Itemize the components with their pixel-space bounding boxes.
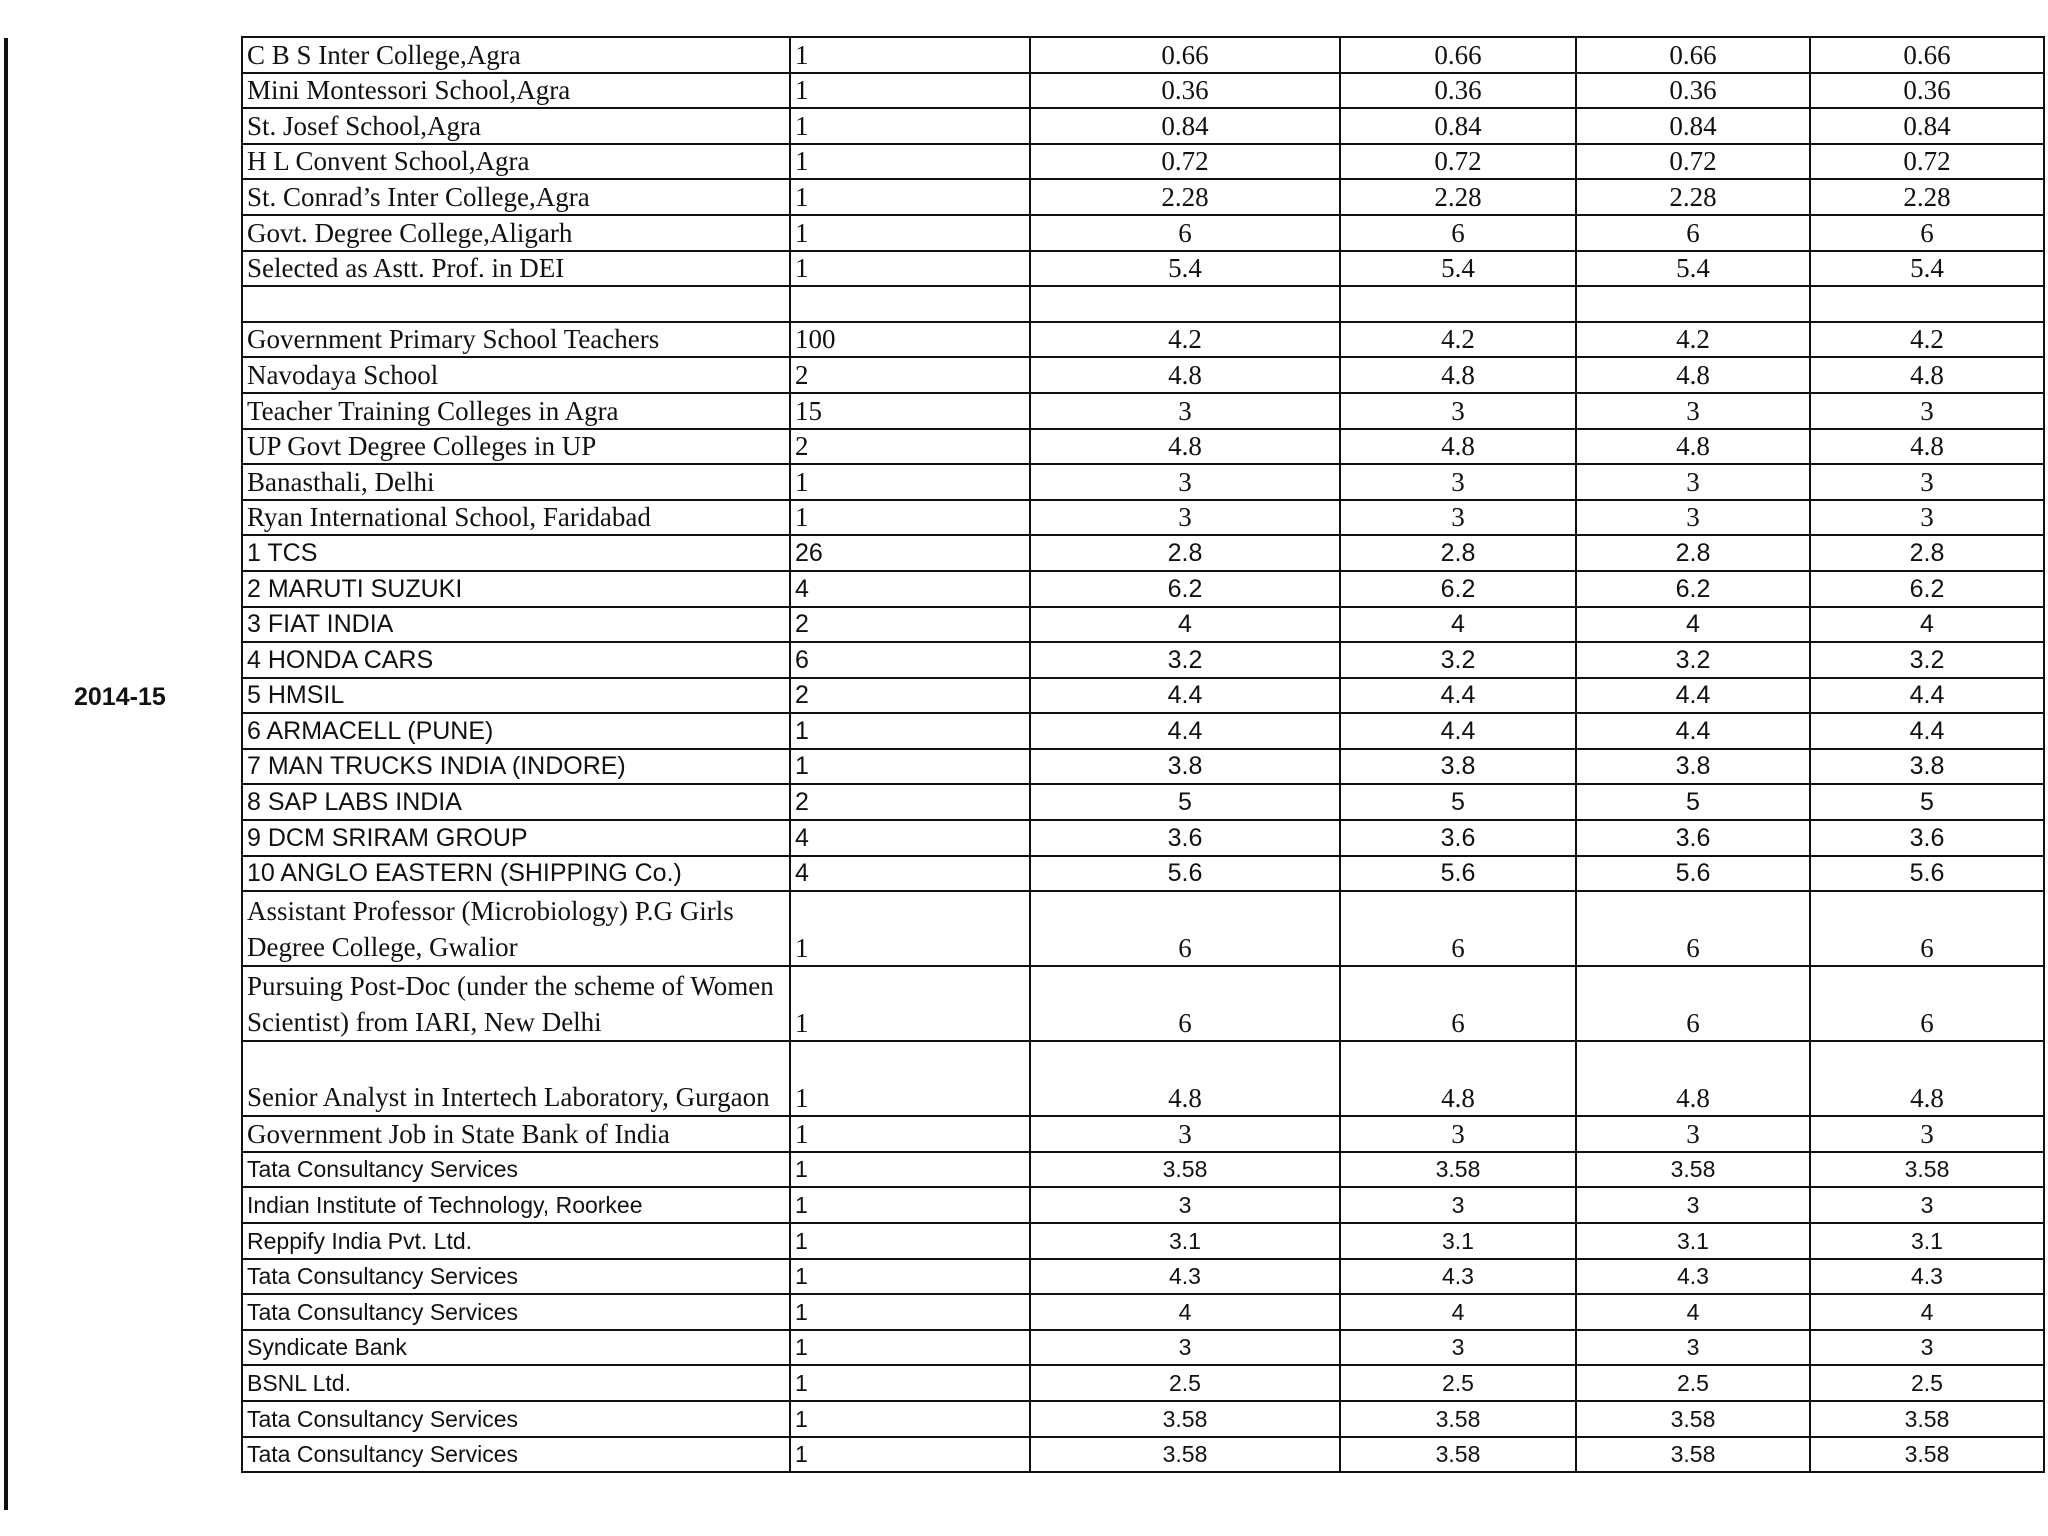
value-cell: 4.8: [1810, 429, 2044, 465]
value-cell: 4: [1030, 607, 1340, 643]
value-cell: 3.2: [1810, 642, 2044, 678]
value-cell: 3: [1030, 393, 1340, 429]
organization-cell: 3 FIAT INDIA: [242, 607, 790, 643]
value-cell: 3: [1340, 464, 1576, 500]
value-cell: 4.4: [1810, 713, 2044, 749]
value-cell: 3: [1030, 500, 1340, 536]
table-row: [242, 357, 2044, 393]
value-cell: 2.28: [1576, 179, 1810, 215]
organization-cell: Teacher Training Colleges in Agra: [242, 393, 790, 429]
value-cell: 4.8: [1810, 357, 2044, 393]
value-cell: 6: [1340, 966, 1576, 1041]
value-cell: 6.2: [1030, 571, 1340, 607]
value-cell: 3.2: [1340, 642, 1576, 678]
count-cell: 1: [790, 1041, 1030, 1116]
organization-cell: Tata Consultancy Services: [242, 1152, 790, 1188]
value-cell: 2.8: [1030, 535, 1340, 571]
value-cell: 6: [1340, 215, 1576, 251]
organization-cell: BSNL Ltd.: [242, 1365, 790, 1401]
table-row: [242, 607, 2044, 643]
organization-cell: Senior Analyst in Intertech Laboratory, Gurgaon: [242, 1041, 790, 1116]
value-cell: 3: [1576, 464, 1810, 500]
value-cell: 4.8: [1030, 429, 1340, 465]
value-cell: 3: [1576, 1116, 1810, 1152]
value-cell: 0.36: [1810, 73, 2044, 109]
value-cell: 5: [1810, 784, 2044, 820]
table-row: [242, 464, 2044, 500]
table-row: [242, 322, 2044, 358]
value-cell: 4.8: [1576, 1041, 1810, 1116]
table-row: [242, 1116, 2044, 1152]
count-cell: 4: [790, 856, 1030, 892]
value-cell: 4.8: [1030, 357, 1340, 393]
count-cell: 1: [790, 1437, 1030, 1473]
value-cell: 3.58: [1810, 1401, 2044, 1437]
organization-cell: Tata Consultancy Services: [242, 1401, 790, 1437]
table-row: [242, 891, 2044, 966]
organization-cell: 4 HONDA CARS: [242, 642, 790, 678]
table-row: [242, 393, 2044, 429]
value-cell: 6: [1576, 966, 1810, 1041]
organization-cell: 8 SAP LABS INDIA: [242, 784, 790, 820]
organization-cell: UP Govt Degree Colleges in UP: [242, 429, 790, 465]
value-cell: 3.58: [1340, 1437, 1576, 1473]
year-label: 2014-15: [74, 683, 166, 711]
value-cell: 3: [1030, 1330, 1340, 1366]
table-row: [242, 966, 2044, 1041]
organization-cell: Indian Institute of Technology, Roorkee: [242, 1187, 790, 1223]
value-cell: 4.4: [1576, 678, 1810, 714]
table-row: [242, 215, 2044, 251]
table-row: [242, 429, 2044, 465]
value-cell: 3.1: [1576, 1223, 1810, 1259]
count-cell: 1: [790, 713, 1030, 749]
value-cell: 3.58: [1810, 1437, 2044, 1473]
organization-cell: Banasthali, Delhi: [242, 464, 790, 500]
value-cell: 6.2: [1340, 571, 1576, 607]
value-cell: [1030, 286, 1340, 322]
count-cell: [790, 286, 1030, 322]
organization-cell: 7 MAN TRUCKS INDIA (INDORE): [242, 749, 790, 785]
organization-cell: Reppify India Pvt. Ltd.: [242, 1223, 790, 1259]
value-cell: 3.8: [1576, 749, 1810, 785]
value-cell: 0.84: [1340, 108, 1576, 144]
table-row: [242, 251, 2044, 287]
organization-cell: C B S Inter College,Agra: [242, 37, 790, 73]
count-cell: 1: [790, 144, 1030, 180]
value-cell: 0.66: [1576, 37, 1810, 73]
placement-table-body: [242, 37, 2044, 1472]
table-row: [242, 678, 2044, 714]
count-cell: 1: [790, 966, 1030, 1041]
value-cell: 0.66: [1340, 37, 1576, 73]
organization-cell: St. Conrad’s Inter College,Agra: [242, 179, 790, 215]
count-cell: 1: [790, 891, 1030, 966]
value-cell: 4.8: [1576, 357, 1810, 393]
table-row: [242, 749, 2044, 785]
table-row: [242, 1401, 2044, 1437]
table-row: [242, 1259, 2044, 1295]
value-cell: 3.8: [1340, 749, 1576, 785]
value-cell: 5.4: [1340, 251, 1576, 287]
count-cell: 1: [790, 1187, 1030, 1223]
organization-cell: Government Job in State Bank of India: [242, 1116, 790, 1152]
organization-cell: 10 ANGLO EASTERN (SHIPPING Co.): [242, 856, 790, 892]
organization-cell: Assistant Professor (Microbiology) P.G Girls Degree College, Gwalior: [242, 891, 790, 966]
value-cell: 5.6: [1810, 856, 2044, 892]
value-cell: 2.28: [1030, 179, 1340, 215]
count-cell: 2: [790, 429, 1030, 465]
count-cell: 1: [790, 37, 1030, 73]
count-cell: 1: [790, 1259, 1030, 1295]
count-cell: 4: [790, 571, 1030, 607]
value-cell: 3.6: [1030, 820, 1340, 856]
table-row: [242, 1365, 2044, 1401]
value-cell: 3: [1340, 1330, 1576, 1366]
count-cell: 1: [790, 1365, 1030, 1401]
value-cell: 0.72: [1030, 144, 1340, 180]
value-cell: 5.6: [1030, 856, 1340, 892]
value-cell: 0.84: [1576, 108, 1810, 144]
organization-cell: [242, 286, 790, 322]
value-cell: 4.2: [1340, 322, 1576, 358]
count-cell: 1: [790, 464, 1030, 500]
organization-cell: Navodaya School: [242, 357, 790, 393]
table-row: [242, 500, 2044, 536]
value-cell: 0.66: [1810, 37, 2044, 73]
value-cell: 0.66: [1030, 37, 1340, 73]
organization-cell: Mini Montessori School,Agra: [242, 73, 790, 109]
value-cell: 4: [1340, 607, 1576, 643]
count-cell: 1: [790, 179, 1030, 215]
value-cell: 4: [1810, 1294, 2044, 1330]
value-cell: 6.2: [1810, 571, 2044, 607]
organization-cell: Selected as Astt. Prof. in DEI: [242, 251, 790, 287]
value-cell: 5.6: [1576, 856, 1810, 892]
count-cell: 26: [790, 535, 1030, 571]
value-cell: 4.8: [1340, 1041, 1576, 1116]
value-cell: 3.2: [1030, 642, 1340, 678]
count-cell: 1: [790, 1330, 1030, 1366]
value-cell: 4: [1340, 1294, 1576, 1330]
table-row: [242, 286, 2044, 322]
count-cell: 2: [790, 607, 1030, 643]
value-cell: 3.1: [1810, 1223, 2044, 1259]
value-cell: 4.4: [1810, 678, 2044, 714]
value-cell: 3: [1576, 1330, 1810, 1366]
count-cell: 100: [790, 322, 1030, 358]
value-cell: 3: [1340, 1116, 1576, 1152]
organization-cell: Govt. Degree College,Aligarh: [242, 215, 790, 251]
value-cell: 0.36: [1030, 73, 1340, 109]
count-cell: 15: [790, 393, 1030, 429]
value-cell: 0.84: [1030, 108, 1340, 144]
value-cell: 3.6: [1810, 820, 2044, 856]
organization-cell: St. Josef School,Agra: [242, 108, 790, 144]
organization-cell: 6 ARMACELL (PUNE): [242, 713, 790, 749]
count-cell: 1: [790, 251, 1030, 287]
organization-cell: Pursuing Post-Doc (under the scheme of Women Scientist) from IARI, New Delhi: [242, 966, 790, 1041]
table-row: [242, 73, 2044, 109]
value-cell: 3: [1340, 393, 1576, 429]
value-cell: 2.5: [1340, 1365, 1576, 1401]
value-cell: 4: [1576, 607, 1810, 643]
value-cell: 2.5: [1030, 1365, 1340, 1401]
count-cell: 1: [790, 1223, 1030, 1259]
table-row: [242, 1330, 2044, 1366]
value-cell: 3: [1576, 500, 1810, 536]
value-cell: 4.2: [1810, 322, 2044, 358]
organization-cell: Tata Consultancy Services: [242, 1259, 790, 1295]
organization-cell: 9 DCM SRIRAM GROUP: [242, 820, 790, 856]
table-row: [242, 1187, 2044, 1223]
organization-cell: Tata Consultancy Services: [242, 1294, 790, 1330]
value-cell: 3: [1576, 393, 1810, 429]
value-cell: 3: [1340, 1187, 1576, 1223]
count-cell: 1: [790, 749, 1030, 785]
value-cell: 3.58: [1576, 1437, 1810, 1473]
value-cell: 3.1: [1340, 1223, 1576, 1259]
value-cell: 3.58: [1030, 1152, 1340, 1188]
organization-cell: H L Convent School,Agra: [242, 144, 790, 180]
value-cell: 3.6: [1340, 820, 1576, 856]
value-cell: 2.28: [1340, 179, 1576, 215]
value-cell: 6: [1810, 891, 2044, 966]
table-row: [242, 144, 2044, 180]
value-cell: 3.8: [1810, 749, 2044, 785]
count-cell: 4: [790, 820, 1030, 856]
value-cell: 3.58: [1030, 1437, 1340, 1473]
value-cell: 4.8: [1576, 429, 1810, 465]
table-row: [242, 784, 2044, 820]
table-row: [242, 535, 2044, 571]
value-cell: 2.28: [1810, 179, 2044, 215]
value-cell: 4.3: [1340, 1259, 1576, 1295]
value-cell: 6: [1810, 966, 2044, 1041]
value-cell: 6: [1810, 215, 2044, 251]
value-cell: 0.72: [1576, 144, 1810, 180]
value-cell: 3.58: [1030, 1401, 1340, 1437]
value-cell: 4.8: [1340, 357, 1576, 393]
table-row: [242, 820, 2044, 856]
value-cell: 5: [1030, 784, 1340, 820]
value-cell: 2.8: [1576, 535, 1810, 571]
value-cell: 3.8: [1030, 749, 1340, 785]
table-row: [242, 1294, 2044, 1330]
count-cell: 1: [790, 108, 1030, 144]
value-cell: 3.58: [1576, 1152, 1810, 1188]
value-cell: 0.72: [1340, 144, 1576, 180]
value-cell: 4.8: [1810, 1041, 2044, 1116]
count-cell: 6: [790, 642, 1030, 678]
value-cell: 3: [1810, 500, 2044, 536]
count-cell: 2: [790, 357, 1030, 393]
value-cell: 6: [1576, 891, 1810, 966]
value-cell: 6: [1030, 891, 1340, 966]
value-cell: 6: [1576, 215, 1810, 251]
value-cell: 5: [1576, 784, 1810, 820]
value-cell: 3: [1810, 1330, 2044, 1366]
value-cell: 4.4: [1030, 678, 1340, 714]
table-row: [242, 1152, 2044, 1188]
value-cell: 0.36: [1340, 73, 1576, 109]
value-cell: 4.4: [1030, 713, 1340, 749]
value-cell: 2.8: [1810, 535, 2044, 571]
value-cell: 3: [1030, 1187, 1340, 1223]
value-cell: 4.4: [1340, 713, 1576, 749]
organization-cell: Ryan International School, Faridabad: [242, 500, 790, 536]
value-cell: 4.4: [1576, 713, 1810, 749]
organization-cell: 5 HMSIL: [242, 678, 790, 714]
value-cell: 0.36: [1576, 73, 1810, 109]
value-cell: 0.72: [1810, 144, 2044, 180]
value-cell: 4.8: [1030, 1041, 1340, 1116]
value-cell: 3.1: [1030, 1223, 1340, 1259]
table-row: [242, 1041, 2044, 1116]
value-cell: 3: [1030, 1116, 1340, 1152]
value-cell: 4.3: [1030, 1259, 1340, 1295]
count-cell: 2: [790, 784, 1030, 820]
organization-cell: 1 TCS: [242, 535, 790, 571]
count-cell: 1: [790, 1116, 1030, 1152]
count-cell: 1: [790, 1152, 1030, 1188]
value-cell: 0.84: [1810, 108, 2044, 144]
count-cell: 1: [790, 500, 1030, 536]
count-cell: 2: [790, 678, 1030, 714]
count-cell: 1: [790, 1294, 1030, 1330]
organization-cell: Government Primary School Teachers: [242, 322, 790, 358]
value-cell: 3: [1340, 500, 1576, 536]
value-cell: 3: [1576, 1187, 1810, 1223]
value-cell: 6.2: [1576, 571, 1810, 607]
value-cell: 3: [1810, 464, 2044, 500]
count-cell: 1: [790, 73, 1030, 109]
count-cell: 1: [790, 215, 1030, 251]
value-cell: [1576, 286, 1810, 322]
value-cell: 3.58: [1576, 1401, 1810, 1437]
table-row: [242, 571, 2044, 607]
value-cell: 3.58: [1340, 1152, 1576, 1188]
organization-cell: Tata Consultancy Services: [242, 1437, 790, 1473]
value-cell: 4.3: [1576, 1259, 1810, 1295]
value-cell: 3.6: [1576, 820, 1810, 856]
value-cell: 4.8: [1340, 429, 1576, 465]
table-row: [242, 1437, 2044, 1473]
value-cell: 3.58: [1810, 1152, 2044, 1188]
value-cell: 5: [1340, 784, 1576, 820]
table-row: [242, 37, 2044, 73]
value-cell: [1810, 286, 2044, 322]
value-cell: 4.3: [1810, 1259, 2044, 1295]
organization-cell: 2 MARUTI SUZUKI: [242, 571, 790, 607]
value-cell: 4.4: [1340, 678, 1576, 714]
table-row: [242, 642, 2044, 678]
left-margin-rule: [4, 38, 8, 1510]
value-cell: 6: [1030, 966, 1340, 1041]
value-cell: 4: [1576, 1294, 1810, 1330]
value-cell: 5.4: [1810, 251, 2044, 287]
value-cell: 4.2: [1030, 322, 1340, 358]
table-row: [242, 856, 2044, 892]
count-cell: 1: [790, 1401, 1030, 1437]
value-cell: 5.4: [1576, 251, 1810, 287]
value-cell: 3.2: [1576, 642, 1810, 678]
table-row: [242, 1223, 2044, 1259]
value-cell: 6: [1030, 215, 1340, 251]
value-cell: 4: [1030, 1294, 1340, 1330]
organization-cell: Syndicate Bank: [242, 1330, 790, 1366]
value-cell: [1340, 286, 1576, 322]
placement-table: [241, 36, 2045, 1473]
table-row: [242, 713, 2044, 749]
value-cell: 2.5: [1810, 1365, 2044, 1401]
value-cell: 5.6: [1340, 856, 1576, 892]
value-cell: 6: [1340, 891, 1576, 966]
value-cell: 5.4: [1030, 251, 1340, 287]
value-cell: 3: [1030, 464, 1340, 500]
value-cell: 3.58: [1340, 1401, 1576, 1437]
value-cell: 4: [1810, 607, 2044, 643]
table-row: [242, 108, 2044, 144]
value-cell: 2.8: [1340, 535, 1576, 571]
value-cell: 3: [1810, 1116, 2044, 1152]
value-cell: 3: [1810, 1187, 2044, 1223]
value-cell: 2.5: [1576, 1365, 1810, 1401]
value-cell: 4.2: [1576, 322, 1810, 358]
table-row: [242, 179, 2044, 215]
value-cell: 3: [1810, 393, 2044, 429]
